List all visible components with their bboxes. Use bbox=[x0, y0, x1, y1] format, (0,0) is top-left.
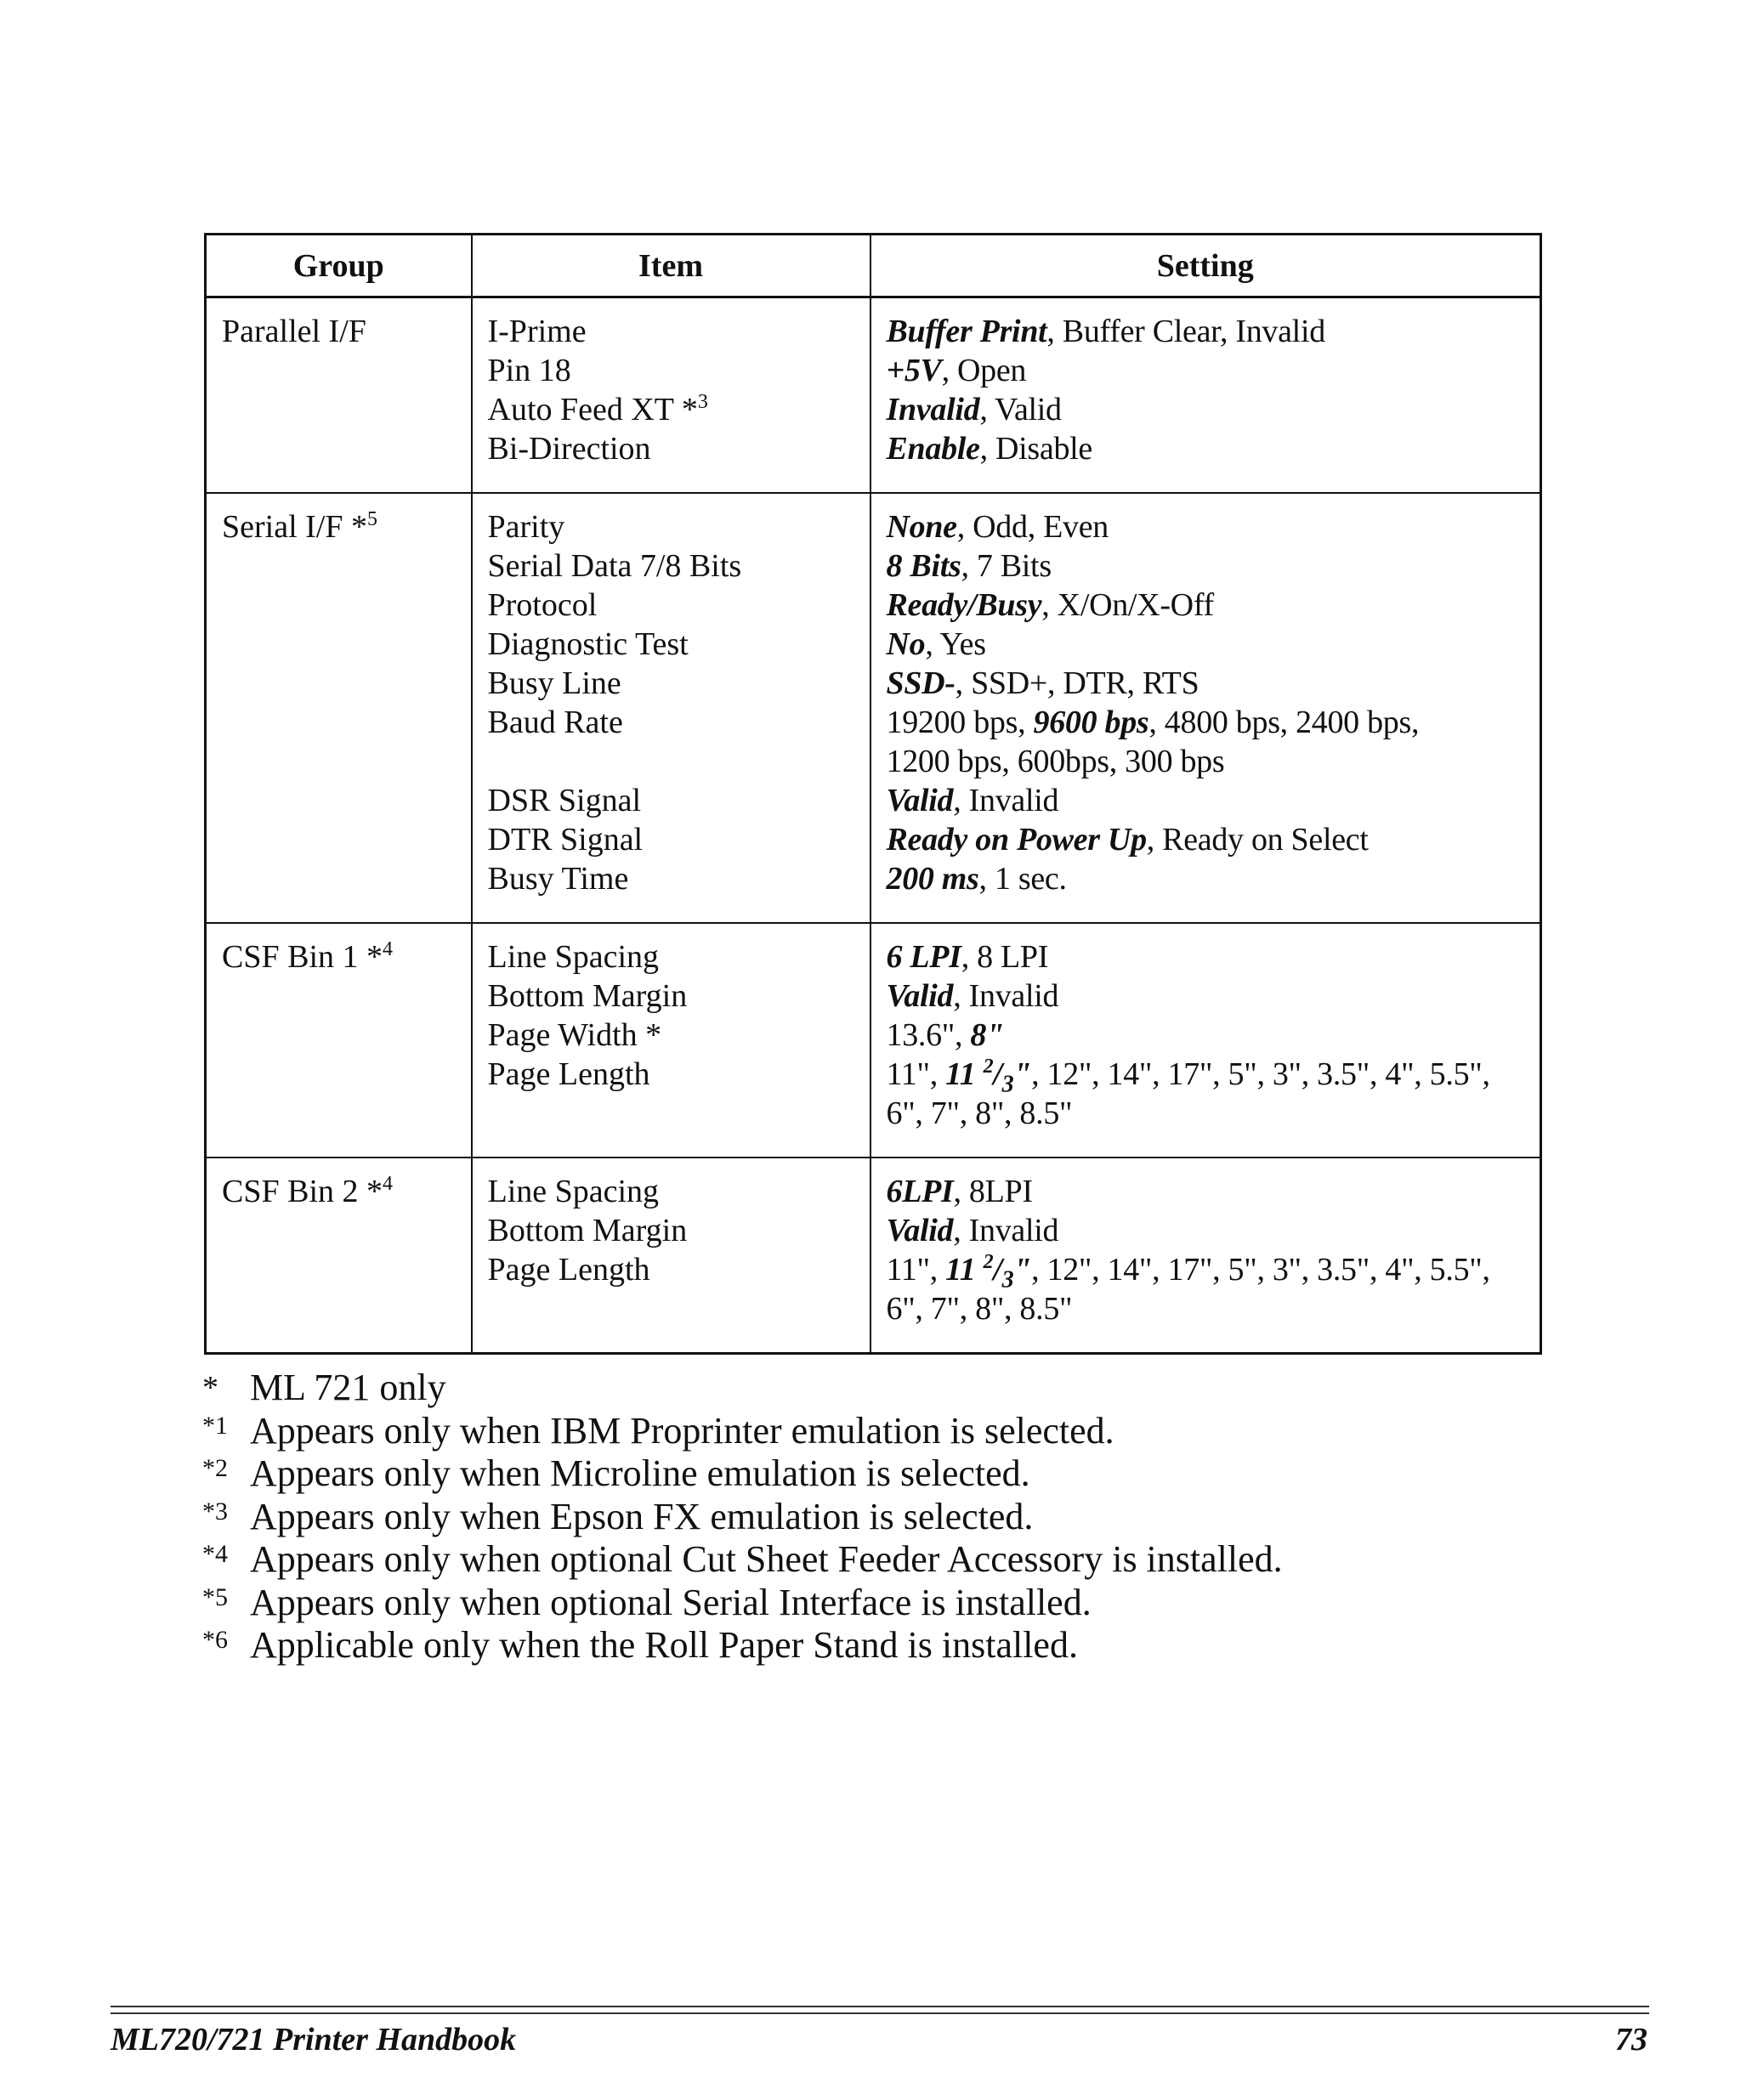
footer-rule bbox=[111, 2012, 1649, 2014]
item-label: Bottom Margin bbox=[487, 978, 688, 1014]
setting-value: +5V, Open bbox=[886, 353, 1027, 388]
item-label: I-Prime bbox=[487, 314, 587, 349]
table-body bbox=[206, 297, 1541, 1354]
footnote-mark: *5 bbox=[202, 1582, 228, 1611]
default-value: 8 Bits bbox=[886, 548, 961, 584]
item-cell bbox=[472, 297, 870, 494]
group-cell bbox=[206, 923, 472, 1158]
footnote-text: Appears only when Microline emulation is selected. bbox=[250, 1452, 1030, 1494]
footnote bbox=[202, 1410, 1283, 1453]
default-value: Valid bbox=[886, 978, 954, 1014]
item-label: Diagnostic Test bbox=[487, 626, 689, 662]
footnote bbox=[202, 1582, 1283, 1625]
settings-table bbox=[204, 233, 1542, 1355]
footnote-mark: *4 bbox=[202, 1540, 228, 1568]
footnote-ref: 3 bbox=[697, 391, 708, 413]
footnote-text: ML 721 only bbox=[250, 1367, 446, 1408]
footnote-text: Appears only when optional Cut Sheet Feeder Accessory is installed. bbox=[250, 1538, 1283, 1580]
item-label: Busy Line bbox=[487, 665, 621, 701]
setting-value: Valid, Invalid bbox=[886, 1213, 1059, 1248]
setting-cell bbox=[870, 923, 1541, 1158]
default-value: No bbox=[886, 626, 926, 662]
item-label: Pin 18 bbox=[487, 353, 571, 388]
setting-value: Enable, Disable bbox=[886, 431, 1092, 467]
fraction-numerator: 2 bbox=[983, 1251, 994, 1273]
default-value: None bbox=[886, 509, 957, 545]
setting-value: 1200 bps, 600bps, 300 bps bbox=[886, 744, 1225, 779]
setting-value: 19200 bps, 9600 bps, 4800 bps, 2400 bps, bbox=[886, 705, 1420, 740]
setting-cell bbox=[870, 1158, 1541, 1354]
footer-title: ML720/721 Printer Handbook bbox=[111, 2022, 517, 2058]
setting-value: No, Yes bbox=[886, 626, 986, 662]
default-value: 9600 bps bbox=[1033, 705, 1149, 740]
default-value: 200 ms bbox=[886, 861, 979, 897]
footnote bbox=[202, 1624, 1283, 1667]
footer-rule bbox=[111, 2006, 1649, 2007]
group-cell bbox=[206, 1158, 472, 1354]
fraction-numerator: 2 bbox=[983, 1056, 994, 1078]
setting-value: 200 ms, 1 sec. bbox=[886, 861, 1067, 897]
item-label: Protocol bbox=[487, 587, 598, 623]
table-row bbox=[206, 297, 1541, 494]
blank-line bbox=[488, 742, 858, 781]
item-label: Parity bbox=[487, 509, 565, 545]
setting-value: 11", 11 $^2/_3$", 12", 14", 17", 5", 3", 3.5", 4", 5.5", bbox=[886, 1056, 1490, 1098]
footnote-ref: 5 bbox=[366, 508, 377, 530]
footnote bbox=[202, 1538, 1283, 1582]
default-value: Enable bbox=[886, 431, 980, 467]
footnote bbox=[202, 1496, 1283, 1539]
default-value: SSD- bbox=[886, 665, 956, 701]
default-value: 8" bbox=[970, 1017, 1004, 1053]
page-number: 73 bbox=[1615, 2022, 1647, 2058]
setting-value: Invalid, Valid bbox=[886, 392, 1062, 427]
setting-value: SSD-, SSD+, DTR, RTS bbox=[886, 665, 1199, 701]
default-value: Valid bbox=[886, 1213, 954, 1248]
footnote-text: Appears only when optional Serial Interface is installed. bbox=[250, 1581, 1092, 1623]
setting-value: None, Odd, Even bbox=[886, 509, 1109, 545]
item-label: Bottom Margin bbox=[487, 1213, 688, 1248]
header-item: Item bbox=[472, 235, 870, 297]
setting-value: 6", 7", 8", 8.5" bbox=[886, 1095, 1073, 1131]
item-cell bbox=[472, 1158, 870, 1354]
item-label: Baud Rate bbox=[487, 705, 623, 740]
default-value: Valid bbox=[886, 783, 954, 818]
group-label: CSF Bin 2 *$^4$ bbox=[222, 1173, 394, 1209]
setting-value: 6 LPI, 8 LPI bbox=[886, 939, 1049, 975]
group-cell bbox=[206, 297, 472, 494]
setting-value: 11", 11 $^2/_3$", 12", 14", 17", 5", 3", 3.5", 4", 5.5", bbox=[886, 1251, 1490, 1293]
item-cell bbox=[472, 923, 870, 1158]
setting-value: Buffer Print, Buffer Clear, Invalid bbox=[886, 314, 1325, 349]
setting-value: Valid, Invalid bbox=[886, 783, 1059, 818]
item-label: Line Spacing bbox=[487, 939, 660, 975]
fraction-denominator: 3 bbox=[1001, 1266, 1014, 1293]
setting-value: Valid, Invalid bbox=[886, 978, 1059, 1014]
header-group: Group bbox=[206, 235, 472, 297]
setting-cell bbox=[870, 297, 1541, 494]
item-label: DTR Signal bbox=[487, 822, 644, 858]
item-label: DSR Signal bbox=[487, 783, 642, 818]
group-label: CSF Bin 1 *$^4$ bbox=[222, 938, 394, 975]
footnote-mark: *6 bbox=[202, 1626, 228, 1654]
default-value: +5V bbox=[886, 353, 942, 388]
footnote bbox=[202, 1367, 1283, 1410]
setting-value: Ready/Busy, X/On/X-Off bbox=[886, 587, 1214, 623]
footnote-text: Appears only when IBM Proprinter emulation is selected. bbox=[250, 1409, 1114, 1452]
footnote-mark: *1 bbox=[202, 1411, 228, 1440]
footnote-mark: *3 bbox=[202, 1497, 228, 1525]
item-cell bbox=[472, 493, 870, 923]
item-label: Page Length bbox=[487, 1252, 650, 1288]
item-label: Busy Time bbox=[487, 861, 629, 897]
footnote-ref: 4 bbox=[383, 938, 394, 960]
footnote-mark: *2 bbox=[202, 1454, 228, 1482]
item-label: Auto Feed XT *$^3$ bbox=[487, 391, 708, 427]
default-value: Ready on Power Up bbox=[886, 822, 1147, 858]
header-setting: Setting bbox=[870, 235, 1541, 297]
default-value: 11 $^2/_3$" bbox=[945, 1056, 1032, 1098]
item-label: Serial Data 7/8 Bits bbox=[487, 548, 742, 584]
default-value: 11 $^2/_3$" bbox=[945, 1251, 1032, 1293]
group-label: Serial I/F *$^5$ bbox=[222, 508, 377, 545]
setting-value: 8 Bits, 7 Bits bbox=[886, 548, 1052, 584]
group-cell bbox=[206, 493, 472, 923]
item-label: Page Length bbox=[487, 1056, 650, 1092]
default-value: 6LPI bbox=[886, 1174, 954, 1209]
fraction-denominator: 3 bbox=[1001, 1071, 1014, 1098]
setting-value: 13.6", 8" bbox=[886, 1017, 1004, 1053]
setting-value: 6LPI, 8LPI bbox=[886, 1174, 1033, 1209]
footnote-ref: 4 bbox=[383, 1173, 394, 1195]
table-row bbox=[206, 493, 1541, 923]
setting-value: 6", 7", 8", 8.5" bbox=[886, 1291, 1073, 1327]
item-label: Page Width * bbox=[487, 1017, 662, 1053]
default-value: Ready/Busy bbox=[886, 587, 1042, 623]
footnote-mark: * bbox=[202, 1370, 218, 1406]
default-value: 6 LPI bbox=[886, 939, 961, 975]
footnote-text: Appears only when Epson FX emulation is selected. bbox=[250, 1495, 1034, 1537]
table-row bbox=[206, 923, 1541, 1158]
table-header-row bbox=[206, 235, 1541, 297]
item-label: Line Spacing bbox=[487, 1174, 660, 1209]
default-value: Invalid bbox=[886, 392, 980, 427]
table-row bbox=[206, 1158, 1541, 1354]
item-label: Bi-Direction bbox=[487, 431, 651, 467]
footnotes bbox=[202, 1367, 1283, 1667]
footnote bbox=[202, 1452, 1283, 1496]
group-label: Parallel I/F bbox=[222, 314, 366, 349]
setting-value: Ready on Power Up, Ready on Select bbox=[886, 822, 1369, 858]
default-value: Buffer Print bbox=[886, 314, 1047, 349]
footnote-text: Applicable only when the Roll Paper Stand is installed. bbox=[250, 1624, 1078, 1666]
setting-cell bbox=[870, 493, 1541, 923]
